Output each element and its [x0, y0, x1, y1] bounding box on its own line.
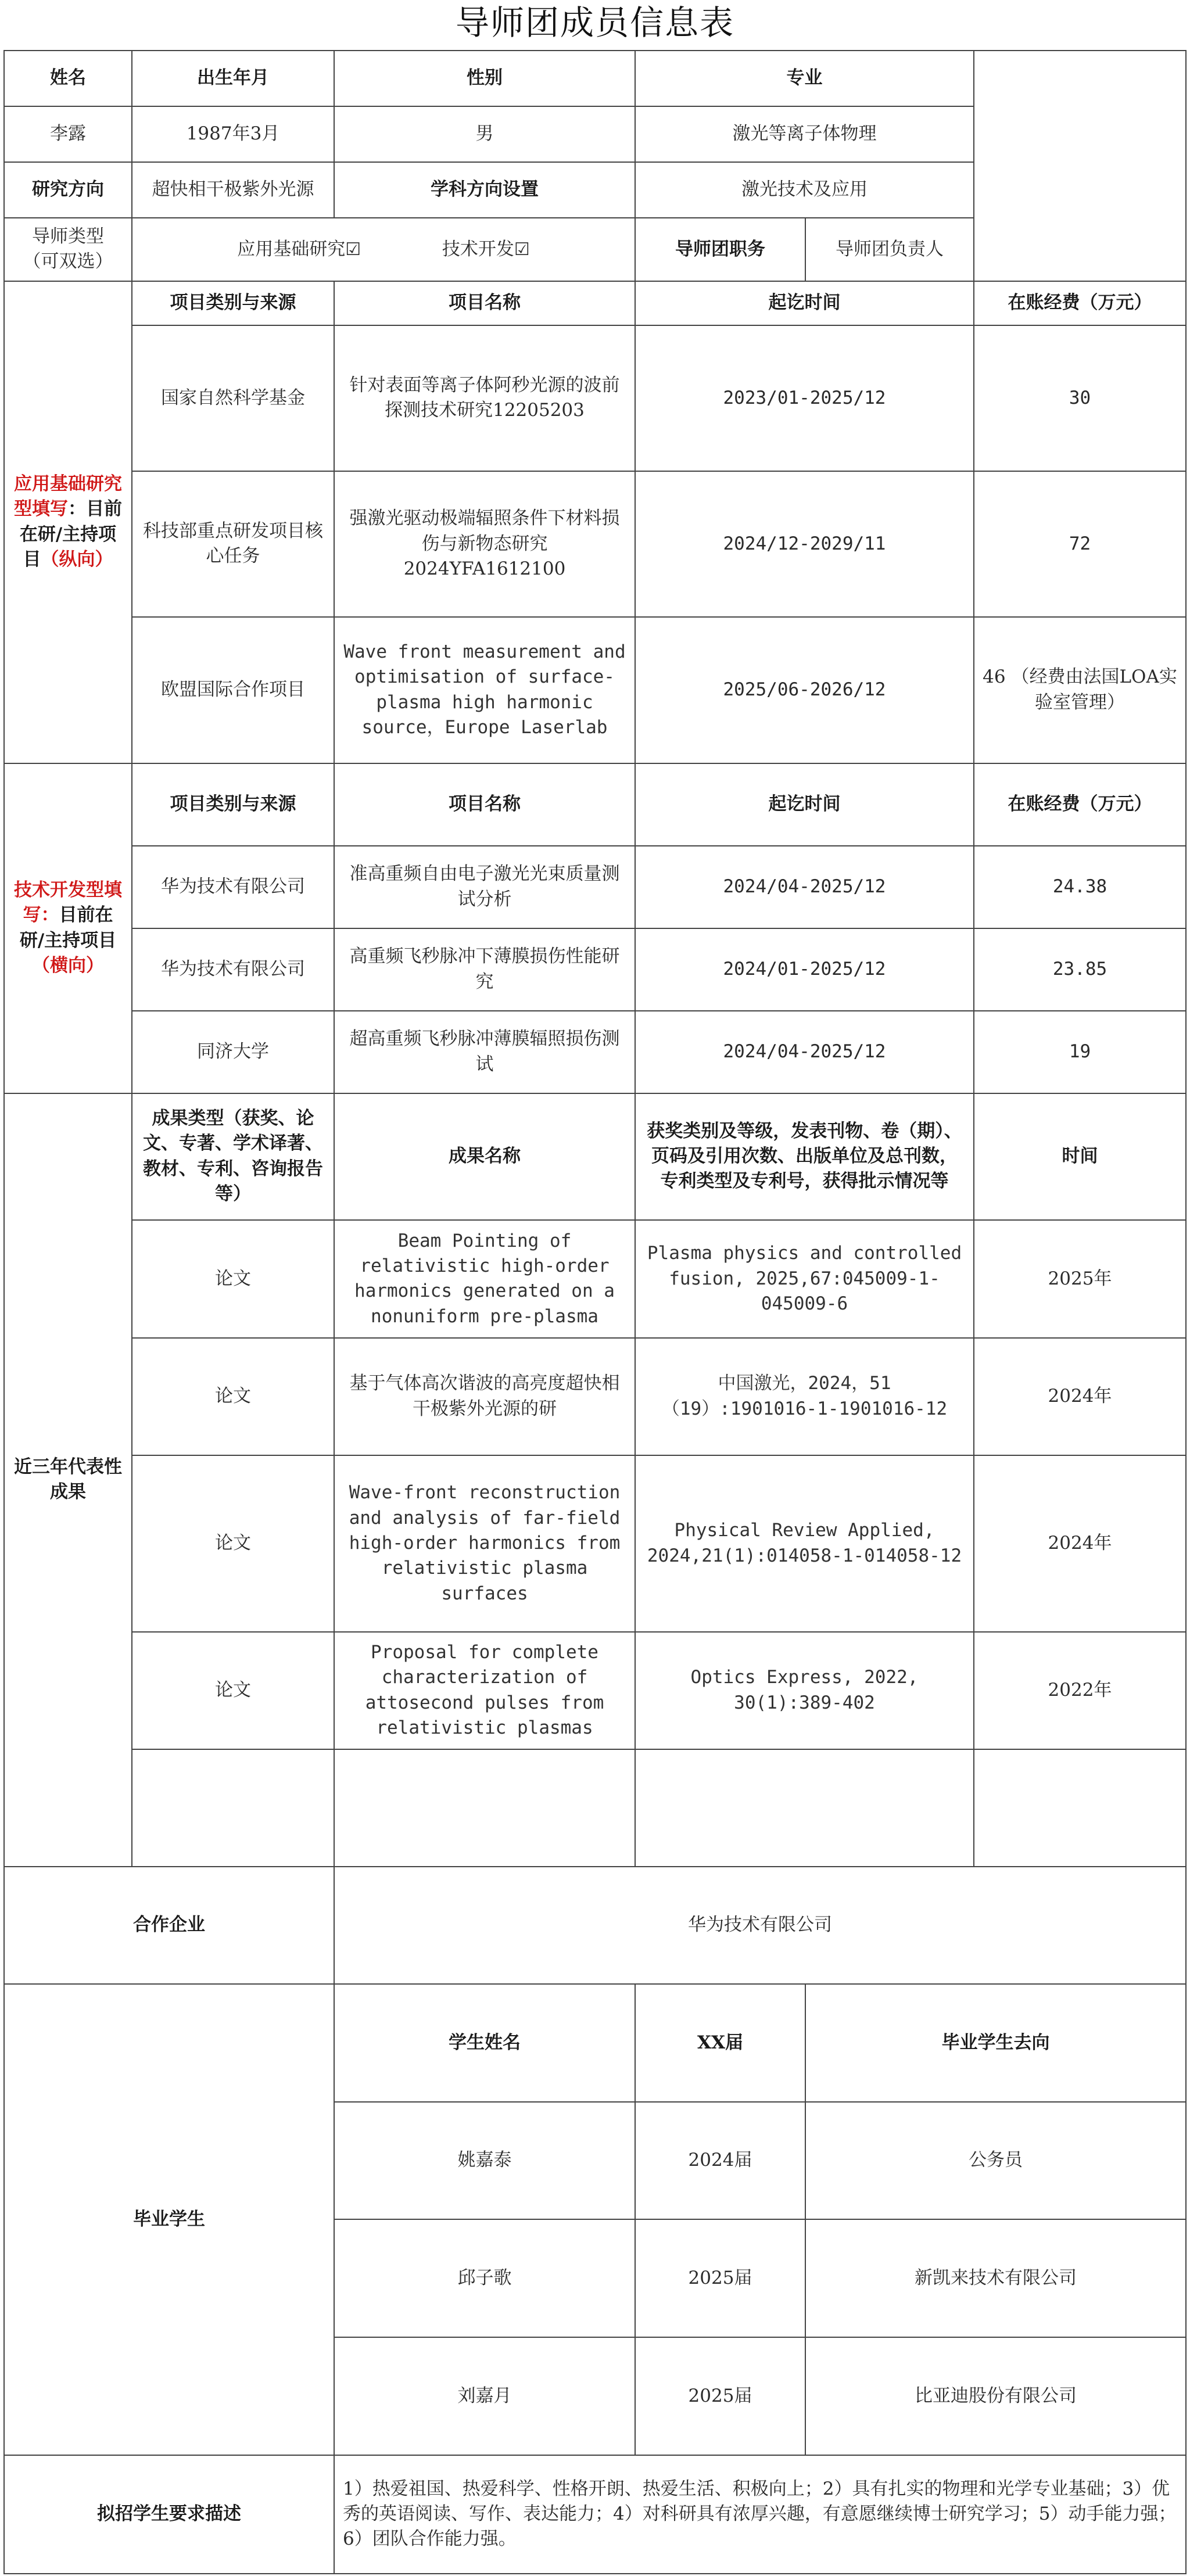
achievement-year: 2025年 [974, 1220, 1186, 1338]
header-mentor-type [4, 218, 132, 281]
graduate-name: 邱子歌 [334, 2219, 635, 2337]
applied-label-colon: ： [68, 498, 86, 520]
graduates-col-name: 学生姓名 [334, 1984, 635, 2102]
type-tech-checkbox[interactable]: ☑ [514, 239, 530, 260]
value-name: 李露 [4, 106, 132, 162]
tech-source: 华为技术有限公司 [132, 928, 334, 1011]
achievement-header-row [4, 1093, 1186, 1220]
graduates-header-row [4, 1984, 1186, 2102]
achievement-row [4, 1220, 1186, 1338]
achievement-venue: Plasma physics and controlled fusion, 2025,67:045009-1-045009-6 [635, 1220, 974, 1338]
achievement-section-label: 近三年代表性成果 [4, 1093, 132, 1867]
partner-row [4, 1867, 1186, 1984]
achievement-row [4, 1455, 1186, 1632]
value-role: 导师团负责人 [805, 218, 974, 281]
empty-cell [334, 1749, 635, 1867]
photo-cell [974, 51, 1186, 281]
tech-section-label [4, 763, 132, 1093]
tech-period: 2024/04-2025/12 [635, 1011, 974, 1093]
mentor-type-options [132, 218, 635, 281]
graduate-year: 2025届 [635, 2337, 805, 2455]
graduates-col-year: XX届 [635, 1984, 805, 2102]
applied-source: 国家自然科学基金 [132, 325, 334, 471]
graduate-destination: 比亚迪股份有限公司 [805, 2337, 1186, 2455]
applied-col-fund: 在账经费（万元） [974, 281, 1186, 325]
applied-fund: 72 [974, 471, 1186, 617]
applied-label-red: 应用基础研究型填写 [14, 473, 122, 520]
type-applied-checkbox[interactable]: ☑ [345, 239, 361, 260]
tech-name: 高重频飞秒脉冲下薄膜损伤性能研究 [334, 928, 635, 1011]
empty-cell [974, 1749, 1186, 1867]
achievement-type: 论文 [132, 1455, 334, 1632]
tech-source: 华为技术有限公司 [132, 846, 334, 928]
applied-col-source: 项目类别与来源 [132, 281, 334, 325]
type-applied-label: 应用基础研究 [237, 238, 346, 260]
achievement-col-venue: 获奖类别及等级，发表刊物、卷（期）、页码及引用次数、出版单位及总刊数，专利类型及专利号，获得批示情况等 [635, 1093, 974, 1220]
tech-label-red: 技术开发型填写： [14, 880, 122, 926]
mentor-type-note: （可双选） [23, 251, 113, 272]
tech-col-source: 项目类别与来源 [132, 763, 334, 846]
applied-name: Wave front measurement and optimisation of surface-plasma high harmonic source，Europe Laserlab [334, 617, 635, 763]
tech-col-period: 起讫时间 [635, 763, 974, 846]
applied-col-period: 起讫时间 [635, 281, 974, 325]
tech-source: 同济大学 [132, 1011, 334, 1093]
applied-label-red-2: （纵向） [41, 549, 113, 571]
achievement-row [4, 1632, 1186, 1749]
achievement-title: 基于气体高次谐波的高亮度超快相干极紫外光源的研 [334, 1338, 635, 1455]
achievement-year: 2024年 [974, 1338, 1186, 1455]
tech-fund: 24.38 [974, 846, 1186, 928]
value-major: 激光等离子体物理 [635, 106, 974, 162]
requirements-label: 拟招学生要求描述 [4, 2455, 334, 2574]
tech-period: 2024/01-2025/12 [635, 928, 974, 1011]
tech-project-row [4, 1011, 1186, 1093]
requirements-row [4, 2455, 1186, 2574]
value-discipline: 激光技术及应用 [635, 162, 974, 218]
graduate-year: 2024届 [635, 2102, 805, 2219]
tech-col-fund: 在账经费（万元） [974, 763, 1186, 846]
achievement-col-title: 成果名称 [334, 1093, 635, 1220]
applied-col-name: 项目名称 [334, 281, 635, 325]
tech-fund: 19 [974, 1011, 1186, 1093]
achievement-venue: 中国激光，2024，51（19）:1901016-1-1901016-12 [635, 1338, 974, 1455]
achievement-title: Beam Pointing of relativistic high-order harmonics generated on a nonuniform pre-plasma [334, 1220, 635, 1338]
graduate-name: 姚嘉泰 [334, 2102, 635, 2219]
graduate-name: 刘嘉月 [334, 2337, 635, 2455]
applied-project-row [4, 471, 1186, 617]
applied-section-label [4, 281, 132, 763]
graduates-col-destination: 毕业学生去向 [805, 1984, 1186, 2102]
achievement-title: Proposal for complete characterization of attosecond pulses from relativistic plasmas [334, 1632, 635, 1749]
achievement-empty-row [4, 1749, 1186, 1867]
partner-label: 合作企业 [4, 1867, 334, 1984]
header-major: 专业 [635, 51, 974, 106]
achievement-type: 论文 [132, 1632, 334, 1749]
applied-name: 针对表面等离子体阿秒光源的波前探测技术研究12205203 [334, 325, 635, 471]
value-direction: 超快相干极紫外光源 [132, 162, 334, 218]
header-direction: 研究方向 [4, 162, 132, 218]
empty-cell [132, 1749, 334, 1867]
applied-source: 欧盟国际合作项目 [132, 617, 334, 763]
applied-project-row [4, 617, 1186, 763]
applied-source: 科技部重点研发项目核心任务 [132, 471, 334, 617]
header-discipline: 学科方向设置 [334, 162, 635, 218]
graduate-destination: 新凯来技术有限公司 [805, 2219, 1186, 2337]
achievement-type: 论文 [132, 1338, 334, 1455]
header-birth: 出生年月 [132, 51, 334, 106]
achievement-venue: Optics Express, 2022, 30(1):389-402 [635, 1632, 974, 1749]
achievement-year: 2022年 [974, 1632, 1186, 1749]
achievement-col-type: 成果类型（获奖、论文、专著、学术译著、教材、专利、咨询报告等） [132, 1093, 334, 1220]
requirements-text: 1）热爱祖国、热爱科学、性格开朗、热爱生活、积极向上；2）具有扎实的物理和光学专业基础；3）优秀的英语阅读、写作、表达能力；4）对科研具有浓厚兴趣，有意愿继续博士研究学习；5）动手能力强；6）团队合作能力强。 [334, 2455, 1186, 2574]
applied-period: 2023/01-2025/12 [635, 325, 974, 471]
applied-header-row [4, 281, 1186, 325]
tech-project-row [4, 928, 1186, 1011]
achievement-year: 2024年 [974, 1455, 1186, 1632]
mentor-type-label: 导师类型 [32, 226, 104, 247]
tech-header-row [4, 763, 1186, 846]
graduate-destination: 公务员 [805, 2102, 1186, 2219]
tech-period: 2024/04-2025/12 [635, 846, 974, 928]
graduate-year: 2025届 [635, 2219, 805, 2337]
tech-project-row [4, 846, 1186, 928]
mentor-info-table [3, 50, 1187, 2574]
applied-fund: 30 [974, 325, 1186, 471]
graduates-section-label: 毕业学生 [4, 1984, 334, 2455]
value-gender: 男 [334, 106, 635, 162]
tech-fund: 23.85 [974, 928, 1186, 1011]
basic-header-row [4, 51, 1186, 106]
tech-name: 超高重频飞秒脉冲薄膜辐照损伤测试 [334, 1011, 635, 1093]
applied-label-black: 目前在研/主持项目 [19, 498, 122, 571]
achievement-row [4, 1338, 1186, 1455]
tech-label-black: 目前在研/主持项目 [19, 905, 117, 951]
type-tech-label: 技术开发 [442, 238, 514, 260]
tech-name: 准高重频自由电子激光光束质量测试分析 [334, 846, 635, 928]
applied-period: 2024/12-2029/11 [635, 471, 974, 617]
achievement-title: Wave-front reconstruction and analysis of far-field high-order harmonics from relativistic plasma surfaces [334, 1455, 635, 1632]
achievement-type: 论文 [132, 1220, 334, 1338]
applied-project-row [4, 325, 1186, 471]
tech-label-red-2: （横向） [32, 955, 104, 977]
empty-cell [635, 1749, 974, 1867]
header-gender: 性别 [334, 51, 635, 106]
tech-col-name: 项目名称 [334, 763, 635, 846]
page-title: 导师团成员信息表 [455, 3, 734, 42]
header-name: 姓名 [4, 51, 132, 106]
applied-period: 2025/06-2026/12 [635, 617, 974, 763]
partner-value: 华为技术有限公司 [334, 1867, 1186, 1984]
value-birth: 1987年3月 [132, 106, 334, 162]
achievement-venue: Physical Review Applied, 2024,21(1):014058-1-014058-12 [635, 1455, 974, 1632]
applied-fund: 46 （经费由法国LOA实验室管理） [974, 617, 1186, 763]
applied-name: 强激光驱动极端辐照条件下材料损伤与新物态研究2024YFA1612100 [334, 471, 635, 617]
achievement-col-year: 时间 [974, 1093, 1186, 1220]
header-role: 导师团职务 [635, 218, 805, 281]
